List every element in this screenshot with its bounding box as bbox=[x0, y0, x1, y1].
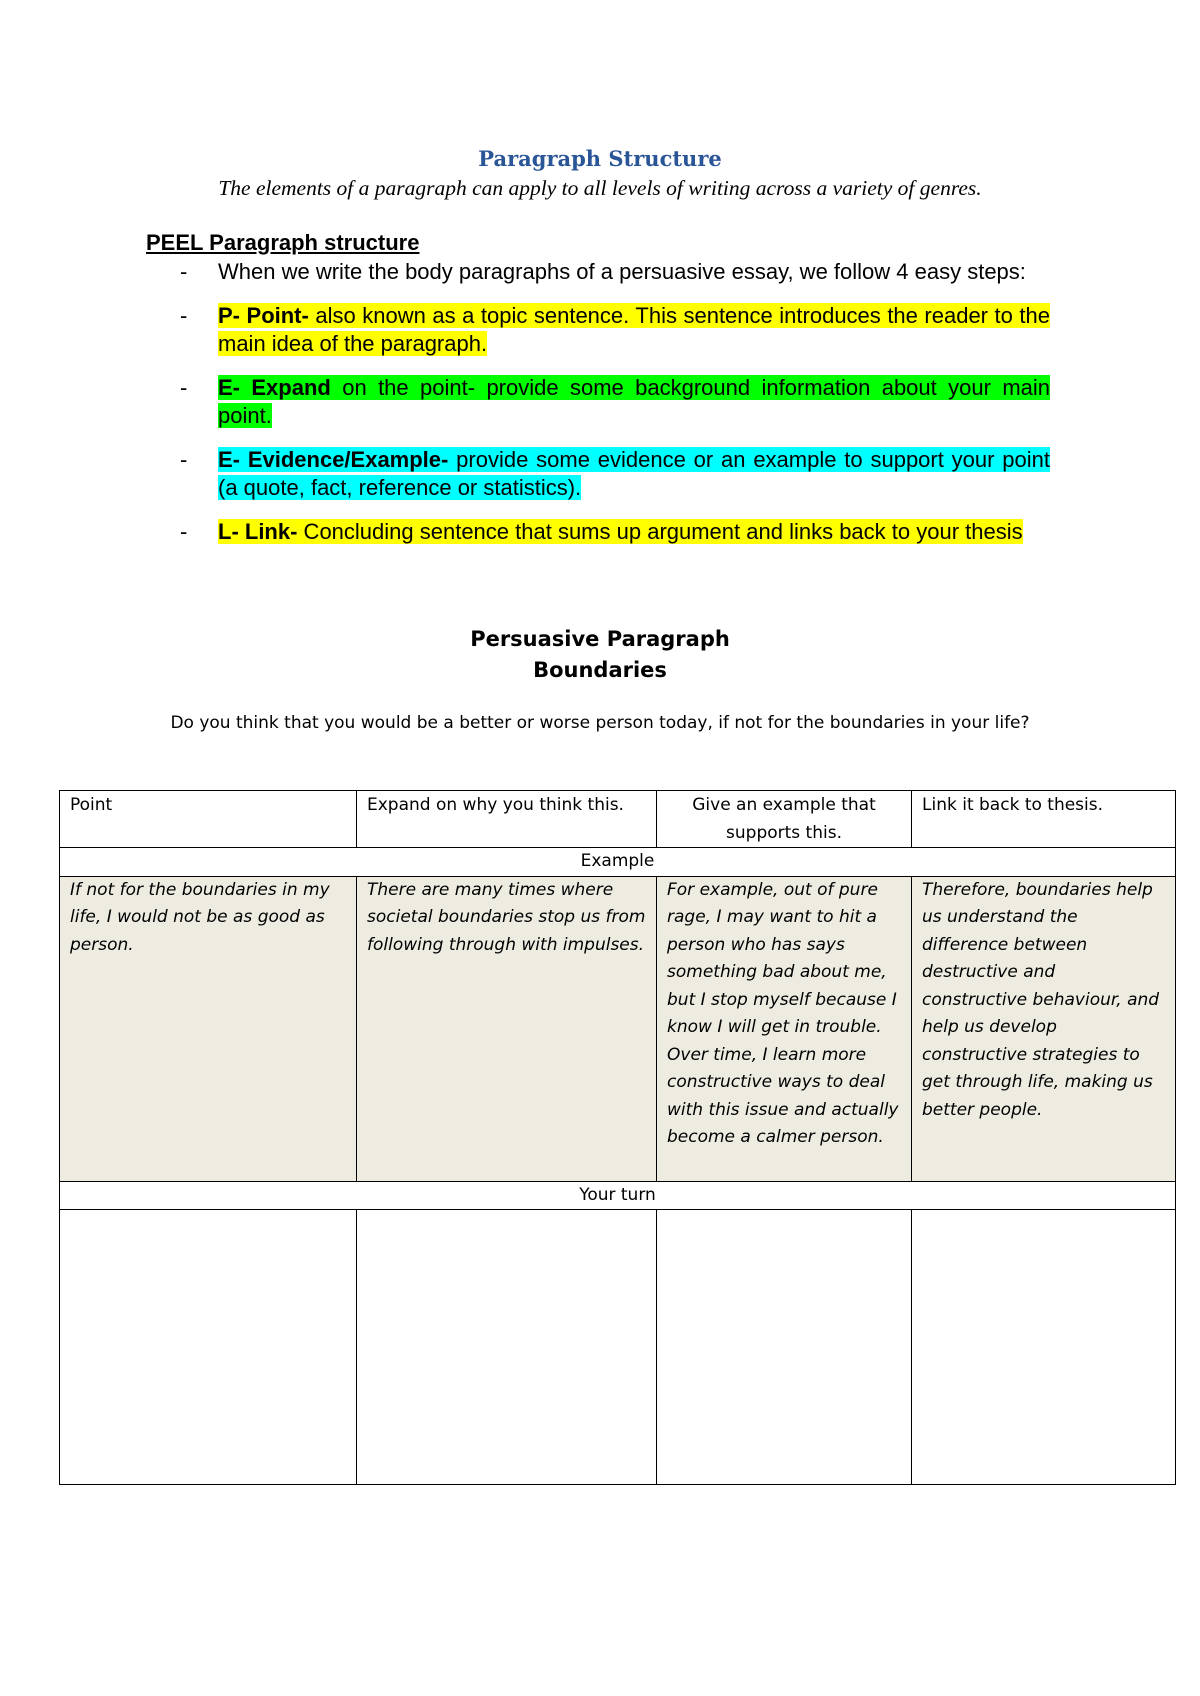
header-point: Point bbox=[60, 791, 357, 848]
table-row bbox=[60, 876, 1176, 1181]
header-example: Give an example that supports this. bbox=[657, 791, 912, 848]
list-item-expand bbox=[180, 374, 1050, 430]
list-dash: - bbox=[180, 259, 188, 284]
evidence-label: E- Evidence/Example- bbox=[218, 447, 449, 472]
answer-evidence-cell[interactable] bbox=[657, 1210, 912, 1485]
evidence-text: provide some evidence or an example to support your point (a quote, fact, reference or statistics). bbox=[218, 447, 1050, 500]
intro-text: When we write the body paragraphs of a persuasive essay, we follow 4 easy steps: bbox=[218, 259, 1026, 284]
point-highlight bbox=[218, 303, 1050, 356]
answer-point-cell[interactable] bbox=[60, 1210, 357, 1485]
persuasive-heading: Persuasive Paragraph bbox=[470, 627, 730, 651]
table-band-row bbox=[60, 848, 1176, 877]
evidence-highlight bbox=[218, 447, 1050, 500]
list-item-link bbox=[180, 518, 1050, 546]
table-row bbox=[60, 1210, 1176, 1485]
example-label: Example bbox=[60, 848, 1176, 877]
expand-highlight bbox=[218, 375, 1050, 428]
your-turn-label: Your turn bbox=[60, 1181, 1176, 1210]
example-expand-cell: There are many times where societal boundaries stop us from following through with impulses. bbox=[357, 876, 657, 1181]
page-title: Paragraph Structure bbox=[478, 146, 722, 171]
list-item-intro bbox=[180, 258, 1050, 286]
link-text: Concluding sentence that sums up argument and links back to your thesis bbox=[297, 519, 1023, 544]
list-item-point bbox=[180, 302, 1050, 358]
table-band-row bbox=[60, 1181, 1176, 1210]
peel-table bbox=[59, 790, 1176, 1485]
point-text: also known as a topic sentence. This sentence introduces the reader to the main idea of the paragraph. bbox=[218, 303, 1050, 356]
point-label: P- Point- bbox=[218, 303, 309, 328]
page-subtitle: The elements of a paragraph can apply to all levels of writing across a variety of genres. bbox=[218, 176, 982, 200]
list-dash: - bbox=[180, 519, 188, 544]
header-link: Link it back to thesis. bbox=[912, 791, 1176, 848]
example-link-cell: Therefore, boundaries help us understand the difference between destructive and constructive behaviour, and help us develop constructive strategies to get through life, making us better people. bbox=[912, 876, 1176, 1181]
example-evidence-cell: For example, out of pure rage, I may want to hit a person who has says something bad about me, but I stop myself because I know I will get in trouble. Over time, I learn more constructive ways to deal with this issue and actually become a calmer person. bbox=[657, 876, 912, 1181]
answer-expand-cell[interactable] bbox=[357, 1210, 657, 1485]
table-header-row bbox=[60, 791, 1176, 848]
expand-label: E- Expand bbox=[218, 375, 331, 400]
persuasive-heading-block bbox=[0, 624, 1200, 686]
peel-steps-list bbox=[180, 258, 1050, 546]
list-dash: - bbox=[180, 303, 188, 328]
example-point-cell: If not for the boundaries in my life, I would not be as good as person. bbox=[60, 876, 357, 1181]
answer-link-cell[interactable] bbox=[912, 1210, 1176, 1485]
link-highlight bbox=[218, 519, 1023, 544]
peel-heading: PEEL Paragraph structure bbox=[146, 230, 420, 255]
list-item-evidence bbox=[180, 446, 1050, 502]
link-label: L- Link- bbox=[218, 519, 298, 544]
list-dash: - bbox=[180, 375, 188, 400]
expand-text: on the point- provide some background information about your main point. bbox=[218, 375, 1050, 428]
header-expand: Expand on why you think this. bbox=[357, 791, 657, 848]
list-dash: - bbox=[180, 447, 188, 472]
persuasive-topic: Boundaries bbox=[533, 658, 667, 682]
prompt-question: Do you think that you would be a better or worse person today, if not for the boundaries in your life? bbox=[170, 713, 1030, 733]
